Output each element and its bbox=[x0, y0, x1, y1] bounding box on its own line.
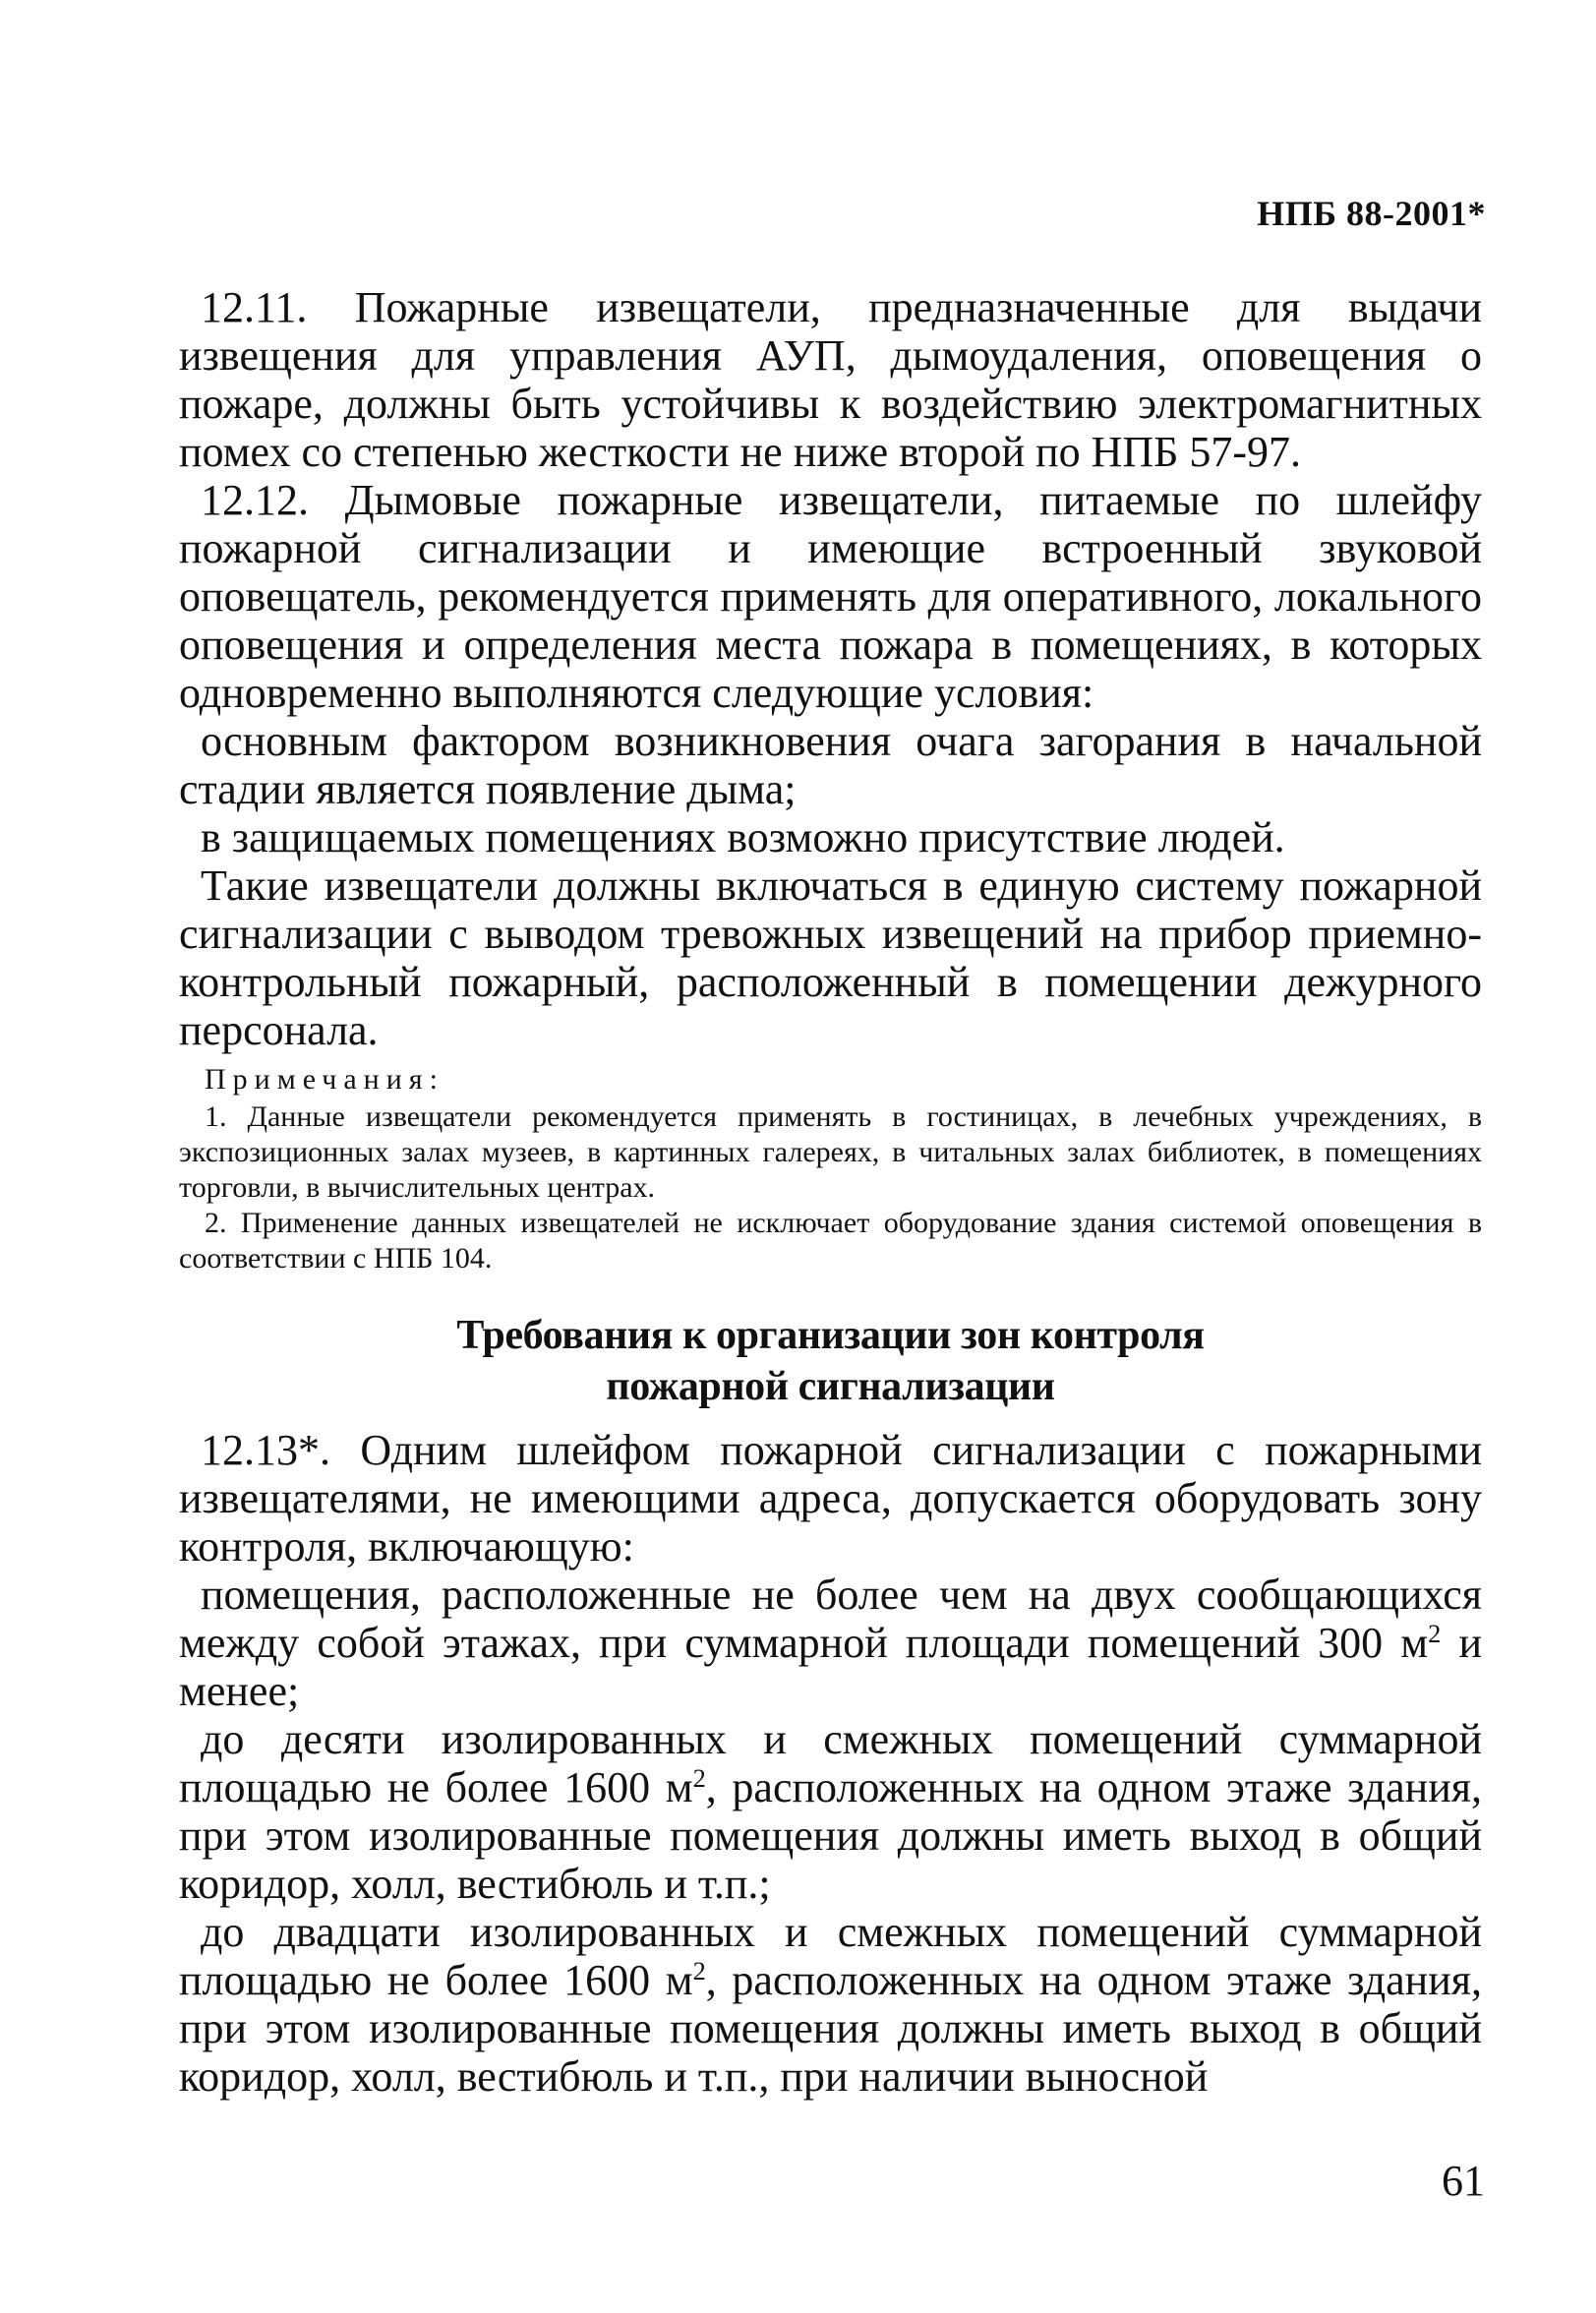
superscript-3: 2 bbox=[692, 1956, 706, 1987]
paragraph-12-13-item-2 bbox=[179, 1715, 1482, 1908]
notes-title: Примечания: bbox=[205, 1063, 444, 1096]
document-code-header: НПБ 88-2001* bbox=[1257, 194, 1486, 233]
section-heading bbox=[179, 1310, 1482, 1412]
note-item-1: 1. Данные извещатели рекомендуется применять в гостиницах, в лечебных учреждениях, в экспозиционных залах музеев, в картинных галереях, в читальных залах библиотек, в помещениях торговли, в вычислительных центрах. bbox=[179, 1100, 1482, 1204]
notes-block bbox=[179, 1062, 1482, 1276]
item-2-text-b: , расположенных на одном этаже здания, при этом изолированные помещения должны иметь выход в общий коридор, холл, вестибюль и т.п.; bbox=[179, 1763, 1482, 1908]
item-3-text-a: до двадцати изолированных и смежных помещений суммарной площадью не более 1600 м bbox=[179, 1908, 1482, 2004]
superscript-1: 2 bbox=[1428, 1619, 1442, 1649]
paragraph-12-13-item-3 bbox=[179, 1908, 1482, 2101]
item-1-text-a: помещения, расположенные не более чем на двух сообщающихся между собой этажах, при суммарной площади помещений 300 м bbox=[179, 1571, 1482, 1667]
item-1-text-b: и менее; bbox=[179, 1619, 1483, 1715]
page-number: 61 bbox=[1442, 2157, 1485, 2205]
paragraph-12-12-final: Такие извещатели должны включаться в единую систему пожарной сигнализации с выводом тревожных извещений на прибор приемно-контрольный пожарный, расположенный в помещении дежурного персонала. bbox=[179, 861, 1482, 1054]
paragraph-12-13: 12.13*. Одним шлейфом пожарной сигнализации с пожарными извещателями, не имеющими адреса, допускается оборудовать зону контроля, включающую: bbox=[179, 1426, 1482, 1571]
paragraph-12-12-condition-2: в защищаемых помещениях возможно присутствие людей. bbox=[201, 813, 1285, 861]
superscript-2: 2 bbox=[692, 1763, 706, 1794]
document-body bbox=[179, 283, 1482, 2101]
paragraph-12-13-item-1 bbox=[179, 1571, 1482, 1715]
paragraph-12-12: 12.12. Дымовые пожарные извещатели, питаемые по шлейфу пожарной сигнализации и имеющие встроенный звуковой оповещатель, рекомендуется применять для оперативного, локального оповещения и определения места пожара в помещениях, в которых одновременно выполняются следующие условия: bbox=[179, 476, 1482, 717]
paragraph-12-11: 12.11. Пожарные извещатели, предназначенные для выдачи извещения для управления АУП, дымоудаления, оповещения о пожаре, должны быть устойчивы к воздействию электромагнитных помех со степенью жесткости не ниже второй по НПБ 57-97. bbox=[179, 283, 1482, 476]
item-3-text-b: , расположенных на одном этаже здания, при этом изолированные помещения должны иметь выход в общий коридор, холл, вестибюль и т.п., при наличии выносной bbox=[179, 1956, 1482, 2101]
item-2-text-a: до десяти изолированных и смежных помещений суммарной площадью не более 1600 м bbox=[179, 1715, 1482, 1811]
note-item-2: 2. Применение данных извещателей не исключает оборудование здания системой оповещения в соответствии с НПБ 104. bbox=[179, 1207, 1482, 1275]
section-heading-line-1: Требования к организации зон контроля bbox=[456, 1313, 1205, 1358]
paragraph-12-12-condition-1: основным фактором возникновения очага загорания в начальной стадии является появление дыма; bbox=[179, 717, 1482, 813]
section-heading-line-2: пожарной сигнализации bbox=[606, 1364, 1055, 1409]
